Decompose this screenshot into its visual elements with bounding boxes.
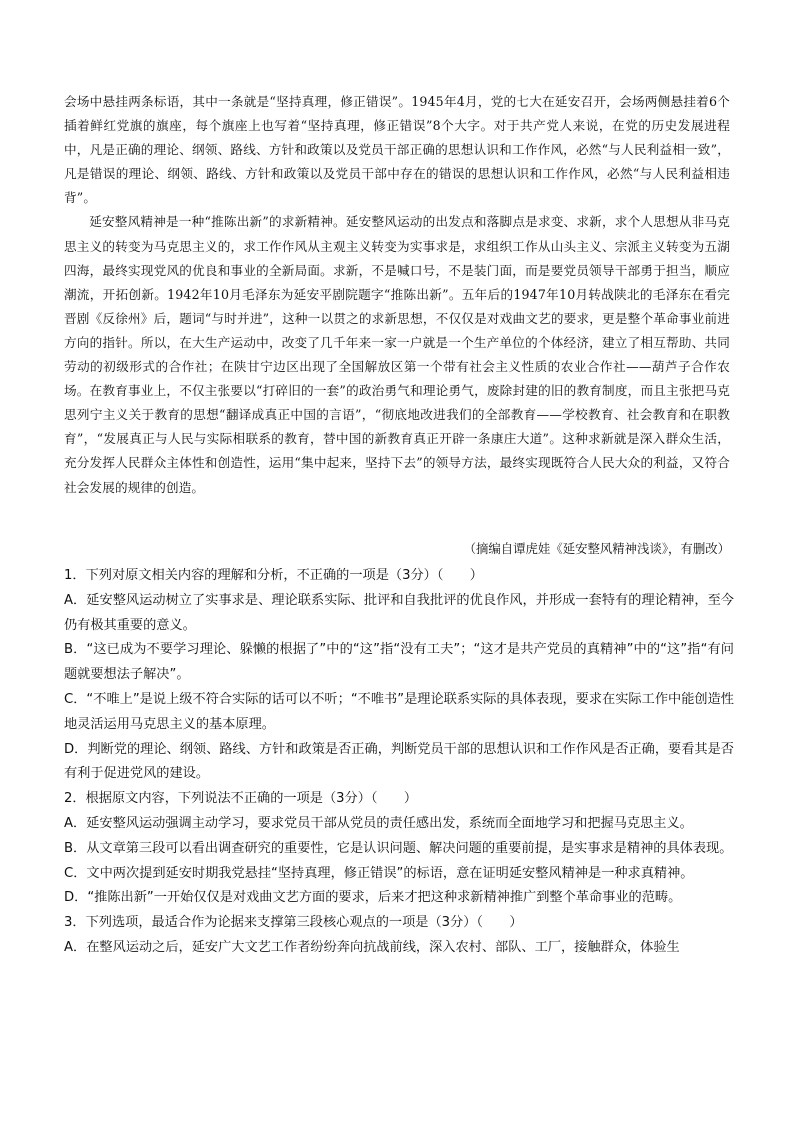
question-2 <box>64 787 734 911</box>
question-list <box>64 564 734 961</box>
question-option-d[interactable]: D．判断党的理论、纲领、路线、方针和政策是否正确，判断党员干部的思想认识和工作作风是否正确，要看其是否有利于促进党风的建设。 <box>64 741 734 782</box>
reading-passage <box>64 90 730 500</box>
question-option-b[interactable]: B．从文章第三段可以看出调查研究的重要性，它是认识问题、解决问题的重要前提，是实事求是精神的具体表现。 <box>64 840 733 856</box>
question-option-a[interactable]: A．在整风运动之后，延安广大文艺工作者纷纷奔向抗战前线，深入农村、部队、工厂，接触群众，体验生 <box>64 939 680 955</box>
question-option-a[interactable]: A．延安整风运动强调主动学习，要求党员干部从党员的责任感出发，系统而全面地学习和把握马克思主义。 <box>64 815 693 831</box>
question-3 <box>64 911 734 961</box>
passage-source: （摘编自谭虎娃《延安整风精神浅谈》，有删改） <box>463 541 730 556</box>
question-option-d[interactable]: D．“推陈出新”一开始仅仅是对戏曲文艺方面的要求，后来才把这种求新精神推广到整个革命事业的范畴。 <box>64 890 682 906</box>
question-option-b[interactable]: B．“这已成为不要学习理论、躲懒的根据了”中的“这”指“没有工夫”；“这才是共产党员的真精神”中的“这”指“有问题就要想法子解决”。 <box>64 642 734 683</box>
question-stem: 2．根据原文内容，下列说法不正确的一项是（3分）（ ） <box>64 791 418 807</box>
question-stem: 3．下列选项，最适合作为论据来支撑第三段核心观点的一项是（3分）（ ） <box>64 915 523 931</box>
question-stem: 1．下列对原文相关内容的理解和分析，不正确的一项是（3分）（ ） <box>64 568 483 583</box>
question-option-c[interactable]: C．“不唯上”是说上级不符合实际的话可以不听；“不唯书”是理论联系实际的具体表现，要求在实际工作中能创造性地灵活运用马克思主义的基本原理。 <box>64 691 734 732</box>
question-1 <box>64 564 734 787</box>
question-option-c[interactable]: C．文中两次提到延安时期我党悬挂“坚持真理，修正错误”的标语，意在证明延安整风精神是一种求真精神。 <box>64 865 694 881</box>
passage-paragraph-2: 延安整风精神是一种“推陈出新”的求新精神。延安整风运动的出发点和落脚点是求变、求新，求个人思想从非马克思主义的转变为马克思主义的，求工作作风从主观主义转变为实事求是，求组织工作从山头主义、宗派主义转变为五湖四海，最终实现党风的优良和事业的全新局面。求新，不是喊口号，不是装门面，而是要党员领导干部勇于担当，顺应潮流，开拓创新。1942年10月毛泽东为延安平剧院题字“推陈出新”。五年后的1947年10月转战陕北的毛泽东在看完晋剧《反徐州》后，题词“与时并进”，这种一以贯之的求新思想，不仅仅是对戏曲文艺的要求，更是整个革命事业前进方向的指针。所以，在大生产运动中，改变了几千年来一家一户就是一个生产单位的个体经济，建立了相互帮助、共同劳动的初级形式的合作社；在陕甘宁边区出现了全国解放区第一个带有社会主义性质的农业合作社——葫芦子合作农场。在教育事业上，不仅主张要以“打碎旧的一套”的政治勇气和理论勇气，废除封建的旧的教育制度，而且主张把马克思列宁主义关于教育的思想“翻译成真正中国的言语”，“彻底地改进我们的全部教育——学校教育、社会教育和在职教育”，“发展真正与人民与实际相联系的教育，替中国的新教育真正开辟一条康庄大道”。这种求新就是深入群众生活，充分发挥人民群众主体性和创造性，运用“集中起来，坚持下去”的领导方法，最终实现既符合人民大众的利益，又符合社会发展的规律的创造。 <box>64 214 730 495</box>
passage-paragraph-1: 会场中悬挂两条标语，其中一条就是“坚持真理，修正错误”。1945年4月，党的七大在延安召开，会场两侧悬挂着6个插着鲜红党旗的旗座，每个旗座上也写着“坚持真理，修正错误”8个大字。对于共产党人来说，在党的历史发展进程中，凡是正确的理论、纲领、路线、方针和政策以及党员干部正确的思想认识和工作作风，必然“与人民利益相一致”，凡是错误的理论、纲领、路线、方针和政策以及党员干部中存在的错误的思想认识和工作作风，必然“与人民利益相违背”。 <box>64 94 730 206</box>
question-option-a[interactable]: A．延安整风运动树立了实事求是、理论联系实际、批评和自我批评的优良作风，并形成一套特有的理论精神，至今仍有极其重要的意义。 <box>64 592 734 633</box>
